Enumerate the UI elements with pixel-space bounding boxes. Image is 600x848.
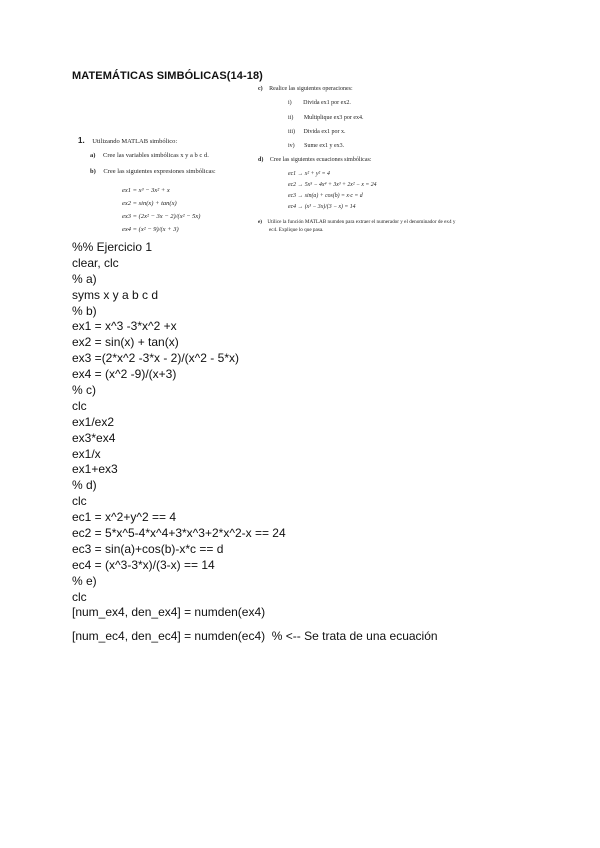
code-line: clc	[72, 589, 87, 604]
code-line: ex1/x	[72, 446, 101, 461]
matlab-code-listing	[72, 240, 438, 645]
operation-number: i)	[288, 100, 292, 106]
code-line: ex1 = x^3 -3*x^2 +x	[72, 319, 177, 334]
item-c-text: Realice las siguientes operaciones:	[269, 86, 353, 92]
code-line: ex3*ex4	[72, 430, 116, 445]
expression-ex2: ex2 = sin(x) + tan(x)	[122, 200, 177, 207]
exercise-statement-right	[258, 86, 520, 236]
item-e-text-2: ec4. Explique lo que pasa.	[269, 227, 324, 233]
equation-ec4: ec4 → (x³ − 3x)/(3 − x) = 14	[288, 204, 356, 210]
code-line: ex3 =(2*x^2 -3*x - 2)/(x^2 - 5*x)	[72, 351, 239, 366]
operation-item	[288, 115, 364, 121]
item-c-label: c)	[258, 86, 263, 92]
item-e-text-1: Utilice la función MATLAB numden para extraer el numerador y el denominador de ex4 y	[267, 219, 456, 225]
expression-ex1: ex1 = x³ − 3x² + x	[122, 187, 170, 194]
code-line: ec4 = (x^3-3*x)/(3-x) == 14	[72, 557, 215, 572]
code-line: % c)	[72, 383, 96, 398]
code-line: ex1+ex3	[72, 462, 118, 477]
code-line: clc	[72, 494, 87, 509]
code-line-last: [num_ec4, den_ec4] = numden(ec4) % <-- Se trata de una ecuación	[72, 629, 438, 644]
operation-number: ii)	[288, 115, 294, 121]
operation-text: Divida ex1 por x.	[303, 129, 346, 135]
code-line: clear, clc	[72, 255, 119, 270]
code-line: ex2 = sin(x) + tan(x)	[72, 335, 179, 350]
code-line: ex1/ex2	[72, 414, 115, 429]
exercise-intro: Utilizando MATLAB simbólico:	[92, 138, 178, 145]
operation-text: Multiplique ex3 por ex4.	[303, 115, 364, 121]
item-a-text: Cree las variables simbólicas x y a b c d.	[103, 152, 209, 159]
document-title: MATEMÁTICAS SIMBÓLICAS(14-18)	[72, 70, 263, 82]
item-b-label: b)	[90, 168, 96, 175]
code-line: [num_ex4, den_ex4] = numden(ex4)	[72, 605, 266, 620]
item-a-label: a)	[90, 152, 96, 159]
exercise-statement-left	[72, 132, 262, 240]
item-b-text: Cree las siguientes expresiones simbólicas:	[103, 168, 216, 175]
item-e-label: e)	[258, 219, 263, 225]
equation-ec1: ec1 → x² + y² = 4	[288, 171, 330, 177]
exercise-number: 1.	[78, 136, 85, 145]
code-line: clc	[72, 398, 87, 413]
equation-ec3: ec3 → sin(a) + cos(b) = x·c = d	[288, 193, 363, 199]
expression-ex4: ex4 = (x² − 9)/(x + 3)	[122, 226, 179, 233]
code-line: % e)	[72, 573, 97, 588]
code-line: % a)	[72, 271, 97, 286]
operation-item	[288, 100, 351, 106]
operation-item	[288, 143, 344, 149]
item-d-label: d)	[258, 157, 264, 163]
operation-number: iv)	[288, 143, 295, 149]
code-line: % b)	[72, 303, 97, 318]
equation-ec2: ec2 → 5x⁵ − 4x⁴ + 3x³ + 2x² − x = 24	[288, 182, 377, 188]
operation-item	[288, 129, 346, 135]
code-line: ec1 = x^2+y^2 == 4	[72, 510, 176, 525]
code-line: % d)	[72, 478, 97, 493]
code-line: %% Ejercicio 1	[72, 240, 153, 254]
item-d-text: Cree las siguientes ecuaciones simbólicas:	[269, 157, 372, 163]
code-line: syms x y a b c d	[72, 287, 159, 302]
operation-text: Divida ex1 por ex2.	[303, 100, 351, 106]
code-line: ec2 = 5*x^5-4*x^4+3*x^3+2*x^2-x == 24	[72, 526, 286, 541]
operation-text: Sume ex1 y ex3.	[304, 143, 345, 149]
operation-number: iii)	[288, 129, 295, 135]
expression-ex3: ex3 = (2x² − 3x − 2)/(x² − 5x)	[122, 213, 201, 220]
code-line: ex4 = (x^2 -9)/(x+3)	[72, 367, 177, 382]
code-line: ec3 = sin(a)+cos(b)-x*c == d	[72, 541, 224, 556]
